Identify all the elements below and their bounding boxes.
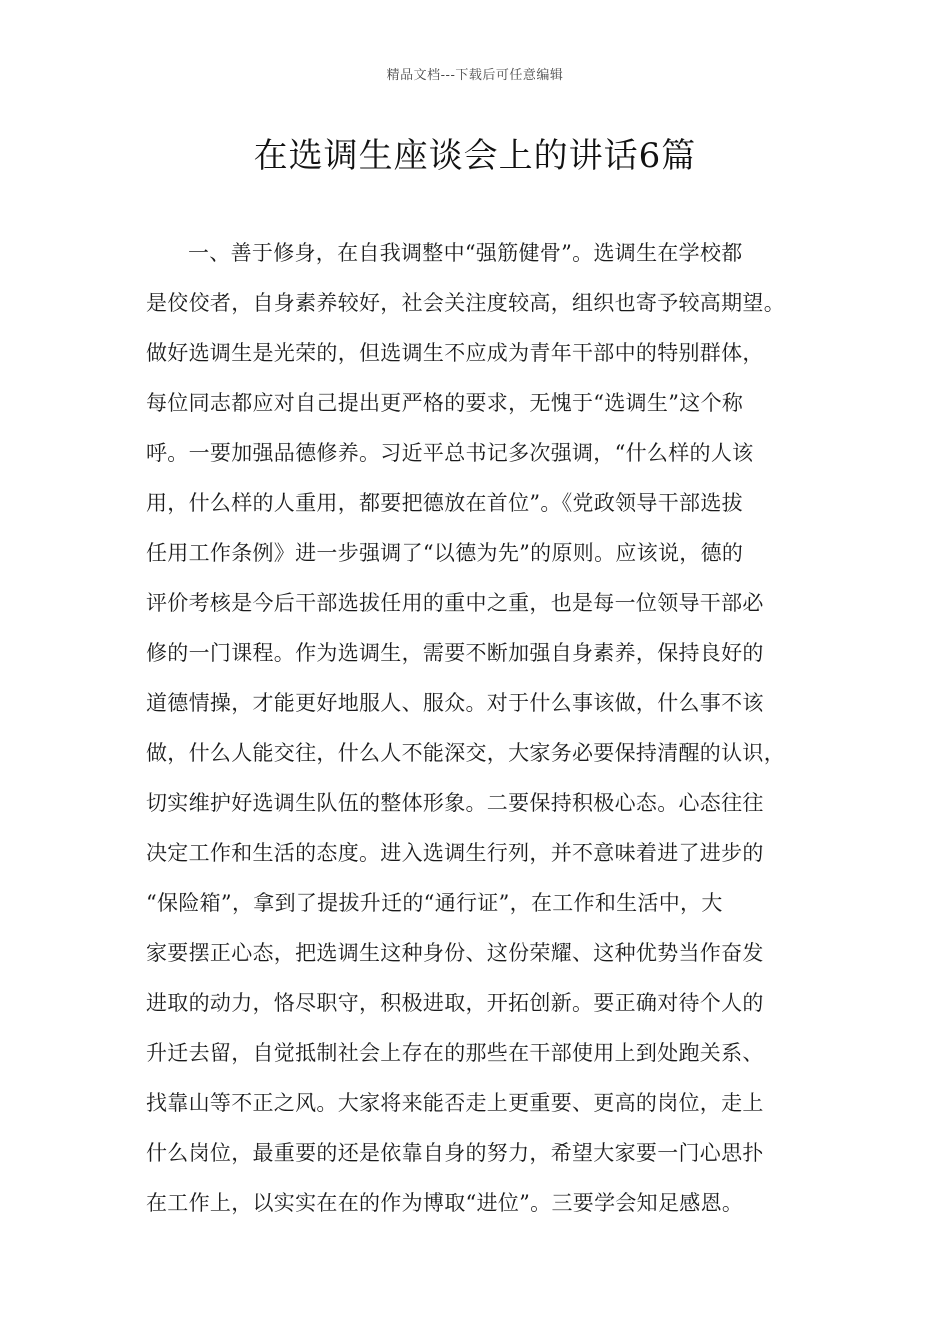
header-note: 精品文档---下载后可任意编辑 [386, 68, 564, 83]
paragraph-line: 家要摆正心态，把选调生这种身份、这份荣耀、这种优势当作奋发 [146, 941, 764, 965]
paragraph-line: 每位同志都应对自己提出更严格的要求，无愧于“选调生”这个称 [146, 391, 744, 415]
paragraph-line: 做，什么人能交往，什么人不能深交，大家务必要保持清醒的认识， [146, 741, 785, 765]
paragraph-line: 是佼佼者，自身素养较好，社会关注度较高，组织也寄予较高期望。 [146, 291, 785, 315]
paragraph-line: 修的一门课程。作为选调生，需要不断加强自身素养，保持良好的 [146, 641, 764, 665]
paragraph-line: 任用工作条例》进一步强调了“以德为先”的原则。应该说，德的 [146, 541, 744, 565]
paragraph-line: 进取的动力，恪尽职守，积极进取，开拓创新。要正确对待个人的 [146, 991, 764, 1015]
paragraph-line: 做好选调生是光荣的，但选调生不应成为青年干部中的特别群体， [146, 341, 764, 365]
paragraph-line: “保险箱”，拿到了提拔升迁的“通行证”，在工作和生活中，大 [146, 891, 723, 915]
paragraph-line: 一、善于修身，在自我调整中“强筋健骨”。选调生在学校都 [188, 241, 743, 265]
body-text [146, 228, 806, 1228]
paragraph-line: 评价考核是今后干部选拔任用的重中之重，也是每一位领导干部必 [146, 591, 764, 615]
paragraph-line: 升迁去留，自觉抵制社会上存在的那些在干部使用上到处跑关系、 [146, 1041, 764, 1065]
paragraph-line: 呼。一要加强品德修养。习近平总书记多次强调，“什么样的人该 [146, 441, 754, 465]
document-title: 在选调生座谈会上的讲话6篇 [253, 136, 697, 176]
paragraph-line: 什么岗位，最重要的还是依靠自身的努力，希望大家要一门心思扑 [146, 1141, 764, 1165]
paragraph-line: 找靠山等不正之风。大家将来能否走上更重要、更高的岗位，走上 [146, 1091, 764, 1115]
paragraph-line: 道德情操，才能更好地服人、服众。对于什么事该做，什么事不该 [146, 691, 764, 715]
paragraph-line: 决定工作和生活的态度。进入选调生行列，并不意味着进了进步的 [146, 841, 764, 865]
paragraph-line: 用，什么样的人重用，都要把德放在首位”。《党政领导干部选拔 [146, 491, 743, 515]
paragraph-line: 切实维护好选调生队伍的整体形象。二要保持积极心态。心态往往 [146, 791, 764, 815]
paragraph-line: 在工作上，以实实在在的作为博取“进位”。三要学会知足感恩。 [146, 1191, 744, 1215]
